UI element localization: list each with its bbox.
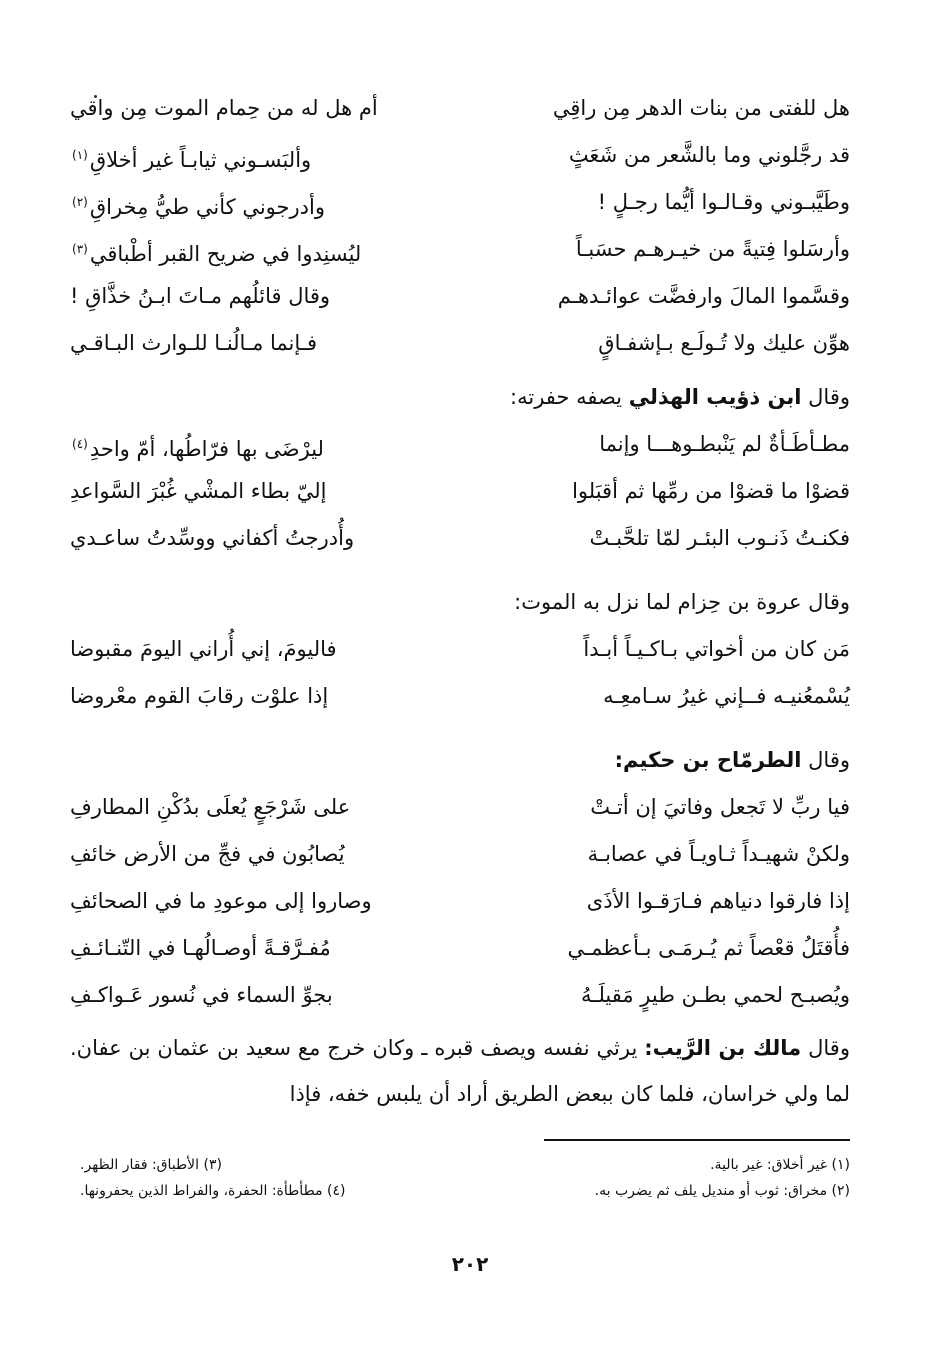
hemistich-text: وأدرجوني كأني طيُّ مِخراقِ	[89, 195, 325, 219]
second-hemistich	[70, 784, 350, 831]
poem-intro	[70, 736, 850, 784]
poem-intro	[70, 373, 850, 421]
second-hemistich	[70, 673, 328, 720]
spacer	[70, 720, 850, 730]
hemistich-text: فاليومَ، إني أُراني اليومَ مقبوضا	[70, 637, 337, 661]
couplet	[70, 226, 850, 273]
hemistich-text: إليّ بطاء المشْي غُبْرَ السَّواعدِ	[70, 479, 327, 503]
couplet	[70, 320, 850, 367]
second-hemistich	[70, 468, 327, 515]
hemistich-text: يُصابُون في فجِّ من الأرض خائفِ	[70, 842, 345, 866]
second-hemistich	[70, 626, 337, 673]
footnote-row	[80, 1178, 850, 1204]
couplet	[70, 179, 850, 226]
hemistich-text: أم هل له من حِمام الموت مِن واقي	[70, 96, 378, 120]
first-hemistich: فأُقتَلُ قعْصاً ثم يُـرمَـى بـأعظمـي	[567, 936, 850, 960]
couplet	[70, 132, 850, 179]
intro-text: وقال	[808, 1036, 850, 1060]
couplet	[70, 925, 850, 972]
hemistich-text: وألبَسـوني ثيابـاً غير أخلاقِ	[89, 148, 312, 172]
hemistich-text: على شَرْجَعٍ يُعلَى بدُكْنِ المطارفِ	[70, 795, 351, 819]
couplet	[70, 673, 850, 720]
footnote-marker: (٤)	[72, 437, 88, 451]
poem-3	[70, 578, 850, 720]
first-hemistich: مطـأطَـأةٌ لم يَنْبطـوهـــا وإنما	[599, 432, 850, 456]
second-hemistich	[70, 132, 311, 184]
second-hemistich	[70, 515, 354, 562]
footnote: (٣) الأطباق: فقار الظهر.	[80, 1157, 222, 1173]
poem-4	[70, 736, 850, 1019]
second-hemistich	[70, 421, 324, 473]
footnotes	[80, 1152, 850, 1204]
intro-text: وقال عروة بن حِزام لما نزل به الموت:	[514, 590, 850, 614]
second-hemistich	[70, 320, 317, 367]
first-hemistich: فيا ربِّ لا تَجعل وفاتيَ إن أتـتْ	[590, 795, 850, 819]
second-hemistich	[70, 226, 361, 278]
first-hemistich: وطَيَّبـوني وقـالـوا أيُّما رجـلٍ !	[597, 190, 850, 214]
page-body	[70, 85, 850, 1117]
first-hemistich: فكنـتُ ذَنـوب البئـر لمّا تلحَّبـتْ	[589, 526, 850, 550]
hemistich-text: بجوِّ السماء في نُسور عَـواكـفِ	[70, 983, 333, 1007]
hemistich-text: وقال قائلُهم مـاتَ ابـنُ خذَّاقِ !	[70, 284, 331, 308]
couplet	[70, 515, 850, 562]
footnote-row	[80, 1152, 850, 1178]
first-hemistich: ويُصبـح لحمي بطـن طيرٍ مَقيلَـهُ	[581, 983, 850, 1007]
couplet	[70, 468, 850, 515]
second-hemistich	[70, 85, 378, 132]
first-hemistich: وقسَّموا المالَ وارفضَّت عوائـدهـم	[557, 284, 850, 308]
spacer	[70, 562, 850, 572]
hemistich-text: مُفـرَّقـةً أوصـالُهـا في التّنـائـفِ	[70, 936, 331, 960]
second-hemistich	[70, 273, 330, 320]
footnote-divider	[544, 1139, 850, 1141]
hemistich-text: ليرْضَى بها فرّاطُها، أمّ واحدِ	[89, 437, 324, 461]
poem-intro	[70, 578, 850, 626]
footnote-marker: (٣)	[72, 242, 88, 256]
first-hemistich: إذا فارقوا دنياهم فـارَقـوا الأذَى	[586, 889, 850, 913]
couplet	[70, 421, 850, 468]
footnote: (٤) مطأطأة: الحفرة، والفراط الذين يحفرونها.	[80, 1183, 346, 1199]
first-hemistich: وأرسَلوا فِتيةً من خيـرهـم حسَبـاً	[575, 237, 850, 261]
intro-text: وقال	[808, 385, 850, 409]
poet-name: الطرمّاح بن حكيم:	[614, 748, 802, 772]
second-hemistich	[70, 179, 325, 231]
second-hemistich	[70, 925, 331, 972]
poem-2	[70, 373, 850, 562]
couplet	[70, 831, 850, 878]
second-hemistich	[70, 972, 333, 1019]
intro-text: يصفه حفرته:	[510, 385, 623, 409]
paragraph-text: يرثي نفسه ويصف قبره ـ وكان خرج مع سعيد بن عثمان بن عفان. لما ولي خراسان، فلما كان ببعض الطريق أراد أن يلبس خفه، فإذا	[70, 1036, 850, 1106]
poem-1	[70, 85, 850, 367]
first-hemistich: هل للفتى من بنات الدهر مِن راقِي	[552, 96, 850, 120]
footnote-marker: (٢)	[72, 195, 88, 209]
couplet	[70, 85, 850, 132]
poet-name: ابن ذؤيب الهذلي	[628, 385, 802, 409]
footnote: (٢) مخراق: ثوب أو منديل يلف ثم يضرب به.	[594, 1183, 850, 1199]
first-hemistich: قد رجَّلوني وما بالشَّعر من شَعَثٍ	[568, 143, 850, 167]
second-hemistich	[70, 878, 372, 925]
couplet	[70, 273, 850, 320]
page-number: ٢٠٢	[451, 1252, 489, 1276]
footnote: (١) غير أخلاق: غير بالية.	[710, 1157, 850, 1173]
first-hemistich: قضوْا ما قضوْا من رمِّها ثم أقبَلوا	[572, 479, 850, 503]
couplet	[70, 878, 850, 925]
second-hemistich	[70, 831, 345, 878]
poet-name: مالك بن الرَّيب:	[644, 1036, 802, 1060]
first-hemistich: مَن كان من أخواتي بـاكـيـاً أبـداً	[583, 637, 850, 661]
footnote-marker: (١)	[72, 148, 88, 162]
first-hemistich: هوِّن عليك ولا تُـولَـع بـإشفـاقٍ	[598, 331, 850, 355]
couplet	[70, 626, 850, 673]
hemistich-text: إذا علوْت رقابَ القوم معْروضا	[70, 684, 329, 708]
couplet	[70, 972, 850, 1019]
hemistich-text: وصاروا إلى موعودِ ما في الصحائفِ	[70, 889, 372, 913]
couplet	[70, 784, 850, 831]
first-hemistich: يُسْمعُنيـه فــإني غيرُ سـامعِـه	[603, 684, 850, 708]
hemistich-text: فـإنما مـالُنـا للـوارث البـاقـي	[70, 331, 317, 355]
hemistich-text: وأُدرجتُ أكفاني ووسِّدتُ ساعـدي	[70, 526, 355, 550]
closing-paragraph	[70, 1025, 850, 1117]
hemistich-text: ليُسنِدوا في ضريح القبر أطْباقي	[89, 242, 362, 266]
intro-text: وقال	[808, 748, 850, 772]
first-hemistich: ولكنْ شهيـداً ثـاويـاً في عصابـة	[587, 842, 850, 866]
